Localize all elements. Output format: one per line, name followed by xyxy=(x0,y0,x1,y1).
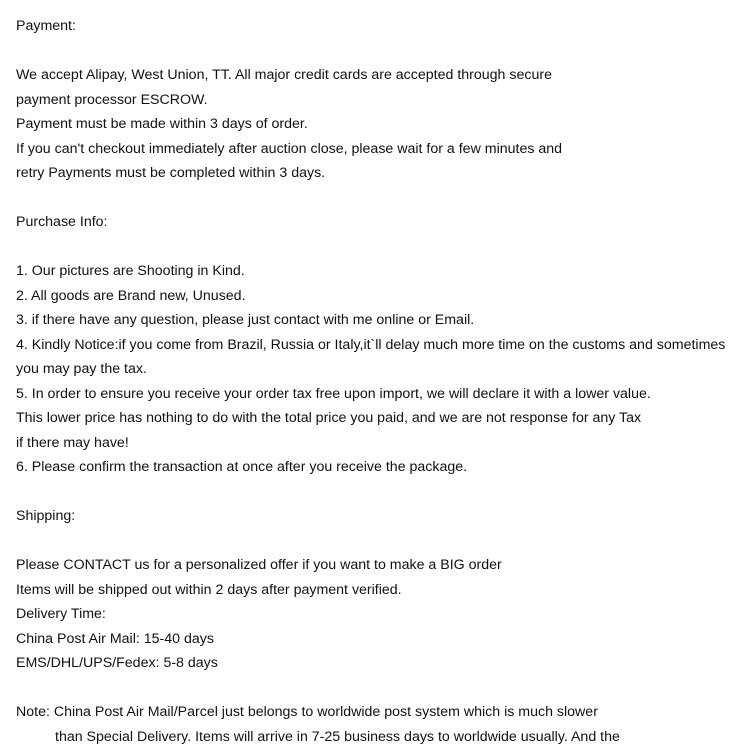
spacer xyxy=(16,39,736,64)
purchase-line: 1. Our pictures are Shooting in Kind. xyxy=(16,263,245,279)
payment-line: We accept Alipay, West Union, TT. All major credit cards are accepted through secure xyxy=(16,67,552,83)
shipping-line: Delivery Time: xyxy=(16,606,106,622)
purchase-line: 4. Kindly Notice:if you come from Brazil, Russia or Italy,it`ll delay much more time on the customs and sometimes xyxy=(16,336,726,353)
purchase-line: This lower price has nothing to do with the total price you paid, and we are not response for any Tax xyxy=(16,410,642,426)
shipping-line: China Post Air Mail: 15-40 days xyxy=(16,630,214,647)
payment-line: If you can't checkout immediately after auction close, please wait for a few minutes and xyxy=(16,140,563,157)
payment-line: payment processor ESCROW. xyxy=(16,91,208,108)
payment-line: Payment must be made within 3 days of order. xyxy=(16,116,308,132)
purchase-line: you may pay the tax. xyxy=(16,361,147,377)
spacer xyxy=(16,235,736,260)
shipping-line: Please CONTACT us for a personalized offer if you want to make a BIG order xyxy=(16,557,502,573)
payment-heading: Payment: xyxy=(16,18,76,34)
policy-document xyxy=(16,14,736,749)
purchase-line: 3. if there have any question, please just contact with me online or Email. xyxy=(16,312,475,328)
shipping-line: Items will be shipped out within 2 days after payment verified. xyxy=(16,581,402,598)
spacer xyxy=(16,480,736,505)
purchase-line: 2. All goods are Brand new, Unused. xyxy=(16,287,246,304)
note-line-continued: than Special Delivery. Items will arrive in 7-25 business days to worldwide usually. And the xyxy=(55,728,620,745)
spacer xyxy=(16,186,736,211)
payment-line: retry Payments must be completed within 3 days. xyxy=(16,165,326,181)
purchase-line: 6. Please confirm the transaction at once after you receive the package. xyxy=(16,459,468,475)
spacer xyxy=(16,529,736,554)
shipping-line: EMS/DHL/UPS/Fedex: 5-8 days xyxy=(16,655,218,671)
purchase-heading: Purchase Info: xyxy=(16,214,108,230)
purchase-line: 5. In order to ensure you receive your order tax free upon import, we will declare it with a lower value. xyxy=(16,385,651,402)
note-line: Note: China Post Air Mail/Parcel just belongs to worldwide post system which is much slower xyxy=(16,704,598,720)
shipping-heading: Shipping: xyxy=(16,508,76,524)
purchase-line: if there may have! xyxy=(16,434,129,451)
spacer xyxy=(16,676,736,701)
